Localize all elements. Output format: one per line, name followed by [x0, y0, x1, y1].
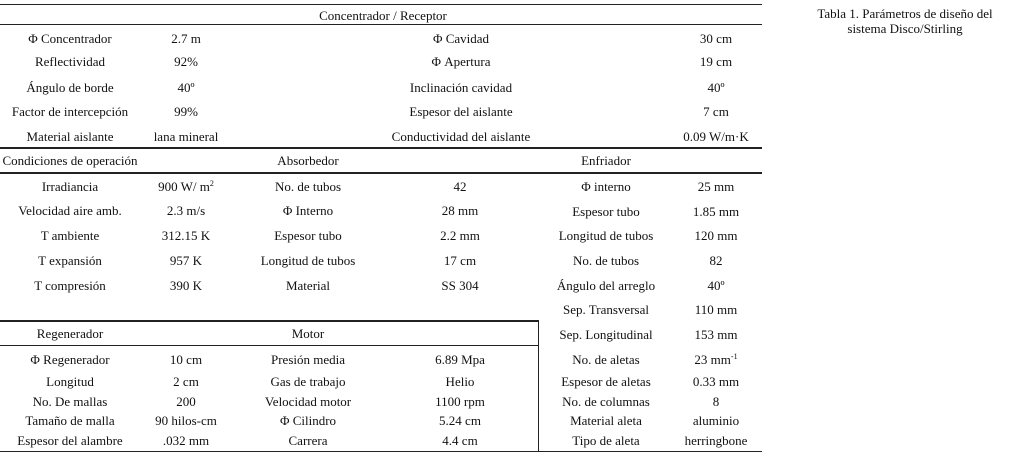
enfriador-label: Longitud de tubos [558, 228, 654, 243]
concentrador-value: lana mineral [153, 129, 219, 144]
motor-label: Presión media [270, 352, 346, 367]
enfriador-value: aluminio [692, 413, 740, 428]
regenerador-title: Regenerador [36, 326, 104, 341]
operacion-label: T expansión [38, 253, 102, 268]
operacion-label: Irradiancia [41, 179, 99, 194]
operacion-value: 390 K [169, 278, 203, 293]
concentrador-title: Concentrador / Receptor [319, 8, 447, 23]
enfriador-label: Tipo de aleta [572, 433, 640, 448]
regenerador-value: 200 [176, 394, 196, 409]
enfriador-label: Sep. Longitudinal [559, 327, 653, 342]
absorbedor-label: Material [285, 278, 331, 293]
enfriador-exponent: -1 [730, 352, 738, 361]
operacion-exponent: 2 [209, 179, 214, 188]
enfriador-value: 1.85 mm [692, 204, 740, 219]
concentrador-label: Φ Cavidad [432, 31, 490, 46]
motor-value: 6.89 Mpa [435, 352, 485, 367]
absorbedor-value: 42 [453, 179, 467, 194]
enfriador-value: 0.33 mm [692, 374, 740, 389]
concentrador-value: 40º [707, 80, 725, 95]
enfriador-label: No. de columnas [562, 394, 650, 409]
enfriador-value: 23 $mm^{-1}$ [694, 352, 738, 367]
concentrador-label: Factor de intercepción [11, 104, 129, 119]
top-rule [0, 4, 762, 5]
enfriador-value: 82 [709, 253, 723, 268]
absorbedor-label: No. de tubos [274, 179, 342, 194]
concentrador-value: 40º [177, 80, 195, 95]
absorbedor-value: 17 cm [443, 253, 477, 268]
concentrador-value: 99% [174, 104, 198, 119]
enfriador-label: Ángulo del arreglo [556, 278, 656, 293]
operacion-header-rule [0, 172, 762, 174]
enfriador-left-rule [538, 320, 539, 451]
concentrador-header-rule [0, 24, 762, 25]
concentrador-value: 30 cm [699, 31, 733, 46]
operacion-value: 900 W/ $m^2$ [158, 179, 214, 194]
concentrador-label: Espesor del aislante [409, 104, 513, 119]
enfriador-value: 110 mm [694, 302, 738, 317]
caption-line-2: sistema Disco/Stirling [847, 21, 963, 36]
enfriador-value: herringbone [684, 433, 748, 448]
regenerador-value: .032 mm [162, 433, 210, 448]
absorbedor-title: Absorbedor [277, 153, 339, 168]
table-caption [800, 6, 1010, 36]
concentrador-label: Ángulo de borde [26, 80, 114, 95]
concentrador-label: Φ Concentrador [28, 31, 112, 46]
motor-value: 5.24 cm [439, 413, 481, 428]
concentrador-value: 0.09 W/m·K [683, 129, 749, 144]
motor-value: 4.4 cm [442, 433, 478, 448]
regenerador-label: Longitud [46, 374, 94, 389]
bottom-rule [0, 451, 762, 452]
concentrador-label: Φ Apertura [431, 54, 491, 69]
regenerador-value: 90 hilos-cm [155, 413, 217, 428]
concentrador-value: 92% [174, 54, 198, 69]
enfriador-value: 40º [707, 278, 725, 293]
concentrador-label: Inclinación cavidad [409, 80, 513, 95]
operacion-label: T ambiente [40, 228, 100, 243]
motor-label: Carrera [288, 433, 328, 448]
absorbedor-label: Φ Interno [282, 203, 334, 218]
regenerador-header-rule [0, 345, 538, 346]
enfriador-value: 8 [712, 394, 720, 409]
motor-label: Velocidad motor [264, 394, 352, 409]
concentrador-bottom-rule [0, 147, 762, 149]
absorbedor-value: 28 mm [441, 203, 479, 218]
concentrador-label: Reflectividad [34, 54, 106, 69]
motor-title: Motor [291, 326, 325, 341]
concentrador-value: 7 cm [703, 104, 729, 119]
caption-line-1: Tabla 1. Parámetros de diseño del [817, 6, 993, 21]
regenerador-label: Tamaño de malla [25, 413, 115, 428]
enfriador-value: 153 mm [694, 327, 738, 342]
enfriador-label: Φ interno [581, 179, 631, 194]
concentrador-value: 2.7 m [171, 31, 201, 46]
operacion-value: 957 K [169, 253, 203, 268]
absorbedor-value: 2.2 mm [440, 228, 480, 243]
enfriador-label: Sep. Transversal [563, 302, 649, 317]
enfriador-label: No. de aletas [572, 352, 640, 367]
absorbedor-label: Espesor tubo [274, 228, 342, 243]
absorbedor-value: SS 304 [441, 278, 479, 293]
regenerador-value: 10 cm [169, 352, 203, 367]
motor-label: Gas de trabajo [270, 374, 346, 389]
regenerador-label: Espesor del alambre [17, 433, 123, 448]
motor-value: Helio [445, 374, 475, 389]
regenerador-value: 2 cm [173, 374, 199, 389]
operacion-value: 312.15 K [161, 228, 211, 243]
operacion-label: T compresión [34, 278, 106, 293]
enfriador-label: Espesor de aletas [561, 374, 651, 389]
motor-value: 1100 rpm [435, 394, 485, 409]
regenerador-top-rule [0, 320, 538, 322]
absorbedor-label: Longitud de tubos [260, 253, 356, 268]
enfriador-label: Material aleta [570, 413, 642, 428]
concentrador-label: Conductividad del aislante [391, 129, 531, 144]
regenerador-label: Φ Regenerador [30, 352, 110, 367]
operacion-label: Velocidad aire amb. [18, 203, 122, 218]
enfriador-value: 25 mm [697, 179, 735, 194]
enfriador-value: 120 mm [694, 228, 738, 243]
operacion-title: Condiciones de operación [2, 153, 138, 168]
operacion-value: 2.3 m/s [166, 203, 206, 218]
enfriador-label: Espesor tubo [572, 204, 640, 219]
enfriador-title: Enfriador [581, 153, 631, 168]
motor-label: Φ Cilindro [279, 413, 337, 428]
enfriador-label: No. de tubos [572, 253, 640, 268]
concentrador-value: 19 cm [699, 54, 733, 69]
concentrador-label: Material aislante [26, 129, 114, 144]
regenerador-label: No. De mallas [32, 394, 108, 409]
